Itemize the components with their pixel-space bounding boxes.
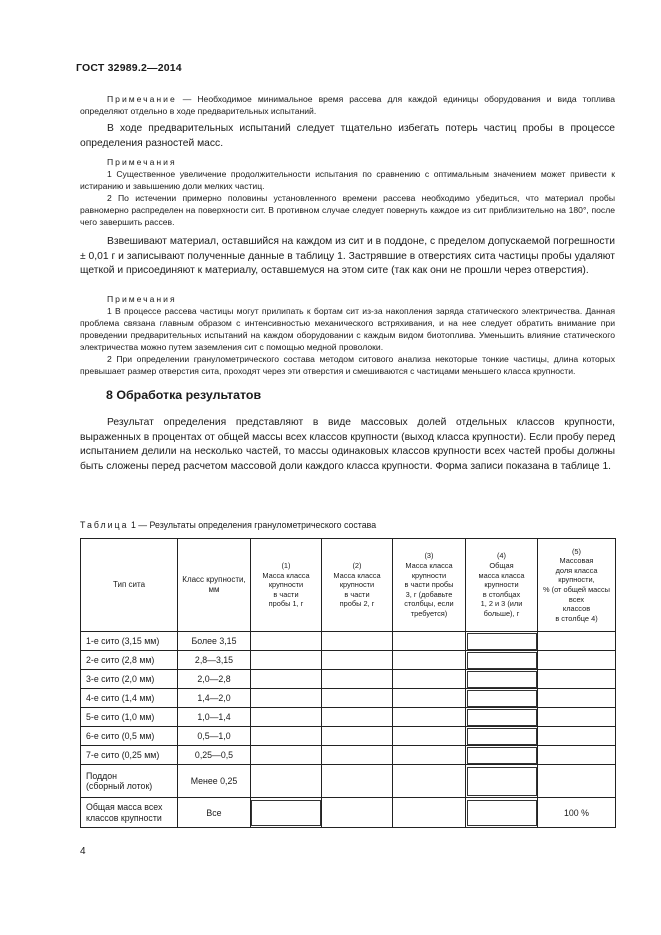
cell-sieve: Поддон (сборный лоток) [81, 765, 178, 798]
cell-sieve: 6-е сито (0,5 мм) [81, 727, 178, 746]
cell-input[interactable] [538, 670, 616, 689]
table-row [81, 632, 616, 651]
cell-input[interactable] [466, 746, 538, 765]
cell-class: 2,8—3,15 [178, 651, 251, 670]
cell-sieve: 1-е сито (3,15 мм) [81, 632, 178, 651]
cell-class: Менее 0,25 [178, 765, 251, 798]
cell-class: 0,25—0,5 [178, 746, 251, 765]
table-caption [80, 520, 376, 530]
cell-input[interactable] [538, 746, 616, 765]
paragraph-text: Результат определения представляют в виде массовых долей отдельных классов крупности, выраженных в процентах от общей массы всех классов крупности (выход класса крупности). Если пробу перед испытанием делили на несколько частей, то массы одинаковых классов крупности всех частей пробы должны быть сложены перед расчетом массовой доли каждого класса крупности. Форма записи показана в таблице 1. [80, 417, 615, 472]
cell-input[interactable] [393, 651, 466, 670]
cell-input[interactable] [393, 765, 466, 798]
header-col-1: (1) Масса класса крупности в части пробы 1, г [251, 539, 322, 632]
table-row [81, 746, 616, 765]
cell-class: Все [178, 798, 251, 828]
table-caption-label: Таблица [80, 520, 129, 530]
notes-label: Примечания [107, 157, 177, 167]
cell-input[interactable] [466, 632, 538, 651]
cell-input[interactable] [538, 765, 616, 798]
header-col-4: (4) Общая масса класса крупности в столбцах 1, 2 и 3 (или больше), г [466, 539, 538, 632]
cell-input[interactable] [251, 798, 322, 828]
paragraph-1 [80, 122, 615, 151]
document-header: ГОСТ 32989.2—2014 [76, 62, 182, 74]
cell-class: Более 3,15 [178, 632, 251, 651]
table-row [81, 651, 616, 670]
paragraph-3 [80, 416, 615, 474]
cell-input[interactable] [322, 670, 393, 689]
notes-label: Примечания [107, 294, 177, 304]
cell-input[interactable] [322, 746, 393, 765]
cell-sieve: 3-е сито (2,0 мм) [81, 670, 178, 689]
table-row [81, 670, 616, 689]
results-table [80, 538, 616, 828]
cell-input[interactable] [251, 632, 322, 651]
cell-total-percent: 100 % [538, 798, 616, 828]
note-item: 2 По истечении примерно половины установленного времени рассева необходимо убедиться, что материал пробы равномерно распределен на поверхности сит. В противном случае следует повернуть каждое из сит приблизительно на 180°, после чего завершить рассев. [80, 193, 615, 227]
cell-input[interactable] [393, 632, 466, 651]
cell-input[interactable] [322, 708, 393, 727]
cell-input[interactable] [466, 798, 538, 828]
cell-input[interactable] [538, 689, 616, 708]
cell-input[interactable] [251, 689, 322, 708]
paragraph-2 [80, 235, 615, 279]
cell-input[interactable] [466, 708, 538, 727]
notes-block-3 [80, 293, 615, 377]
cell-input[interactable] [251, 727, 322, 746]
cell-input[interactable] [538, 651, 616, 670]
paragraph-text: В ходе предварительных испытаний следует тщательно избегать потерь частиц пробы в процессе определения разностей масс. [80, 123, 615, 149]
note-item: 1 Существенное увеличение продолжительности испытания по сравнению с оптимальным значением может привести к истиранию и завышению доли мелких частиц. [80, 169, 615, 191]
cell-input[interactable] [466, 651, 538, 670]
cell-sieve: Общая масса всех классов крупности [81, 798, 178, 828]
cell-input[interactable] [538, 632, 616, 651]
cell-input[interactable] [322, 651, 393, 670]
cell-input[interactable] [322, 632, 393, 651]
cell-input[interactable] [251, 765, 322, 798]
cell-input[interactable] [538, 727, 616, 746]
header-col-5: (5) Массовая доля класса крупности, % (от общей массы всех классов в столбце 4) [538, 539, 616, 632]
note-item: 2 При определении гранулометрического состава методом ситового анализа некоторые тонкие частицы, длина которых превышает размер отверстия сита, проходят через эти отверстия и смешиваются с частицами меньшего класса крупности. [80, 354, 615, 376]
cell-input[interactable] [466, 727, 538, 746]
cell-sieve: 5-е сито (1,0 мм) [81, 708, 178, 727]
header-size-class: Класс крупности, мм [178, 539, 251, 632]
cell-class: 2,0—2,8 [178, 670, 251, 689]
cell-input[interactable] [251, 708, 322, 727]
table-row [81, 727, 616, 746]
cell-input[interactable] [322, 727, 393, 746]
notes-block-2 [80, 156, 615, 228]
section-title: 8 Обработка результатов [106, 388, 262, 402]
cell-class: 1,0—1,4 [178, 708, 251, 727]
cell-input[interactable] [393, 746, 466, 765]
paragraph-text: Взвешивают материал, оставшийся на каждом из сит и в поддоне, с пределом допускаемой погрешности ± 0,01 г и записывают полученные данные в таблицу 1. Застрявшие в отверстиях сита частицы пробы удаляют щеткой и присоединяют к материалу, оставшемуся на этом сите (так как они не прошли через отверстия). [80, 236, 615, 277]
cell-input[interactable] [393, 798, 466, 828]
cell-input[interactable] [393, 708, 466, 727]
cell-input[interactable] [538, 708, 616, 727]
cell-input[interactable] [393, 689, 466, 708]
table-row [81, 689, 616, 708]
cell-input[interactable] [466, 765, 538, 798]
cell-sieve: 7-е сито (0,25 мм) [81, 746, 178, 765]
cell-input[interactable] [466, 689, 538, 708]
cell-input[interactable] [393, 727, 466, 746]
table-row [81, 708, 616, 727]
cell-input[interactable] [251, 670, 322, 689]
page-number: 4 [80, 846, 86, 857]
header-col-3: (3) Масса класса крупности в части пробы 3, г (добавьте столбцы, если требуется) [393, 539, 466, 632]
cell-input[interactable] [466, 670, 538, 689]
table-header-row [81, 539, 616, 632]
cell-input[interactable] [322, 765, 393, 798]
cell-class: 0,5—1,0 [178, 727, 251, 746]
header-col-2: (2) Масса класса крупности в части пробы 2, г [322, 539, 393, 632]
table-caption-text: 1 — Результаты определения гранулометрического состава [128, 520, 377, 530]
cell-input[interactable] [393, 670, 466, 689]
cell-class: 1,4—2,0 [178, 689, 251, 708]
cell-sieve: 4-е сито (1,4 мм) [81, 689, 178, 708]
note-item: 1 В процессе рассева частицы могут прилипать к бортам сит из-за накопления заряда статического электричества. Данная проблема связана главным образом с интенсивностью механического встряхивания, и на нее следует обратить внимание при проведении предварительных испытаний на каждом оборудовании с каждым видом биотоплива. Уменьшить влияние статического электричества можно путем заземления сит с помощью медной проволоки. [80, 306, 615, 352]
note-text: — Необходимое минимальное время рассева для каждой единицы оборудования и вида топлива определяют отдельно в ходе предварительных испытаний. [80, 94, 615, 116]
table-row [81, 765, 616, 798]
cell-input[interactable] [251, 746, 322, 765]
cell-input[interactable] [322, 689, 393, 708]
note-label: Примечание [107, 94, 177, 104]
note-1 [80, 93, 615, 117]
cell-input[interactable] [251, 651, 322, 670]
cell-sieve: 2-е сито (2,8 мм) [81, 651, 178, 670]
header-sieve-type: Тип сита [81, 539, 178, 632]
cell-input[interactable] [322, 798, 393, 828]
table-row [81, 798, 616, 828]
